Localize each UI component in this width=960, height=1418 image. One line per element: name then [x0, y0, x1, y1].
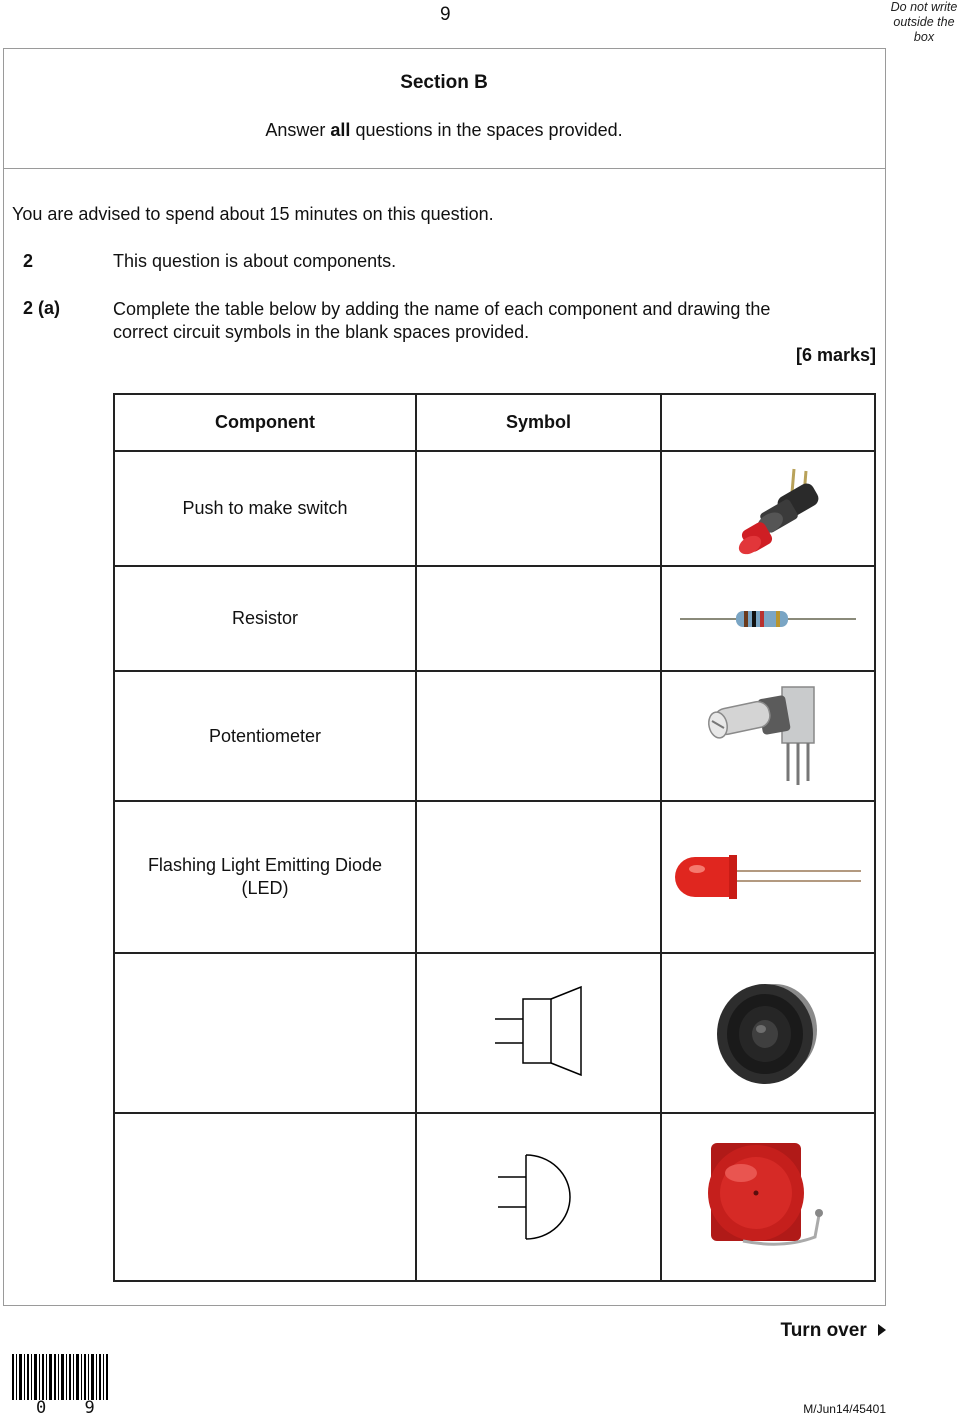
component-photo-cell: [661, 671, 875, 801]
bell-photo-icon: [703, 1137, 833, 1257]
component-name: Push to make switch: [182, 498, 348, 518]
component-name-cell[interactable]: [114, 671, 416, 801]
symbol-answer-cell[interactable]: [416, 566, 661, 671]
margin-note-line: outside the: [893, 15, 955, 29]
table-row: [114, 801, 875, 953]
table-header-row: [114, 394, 875, 451]
question-part-line: correct circuit symbols in the blank spaces provided.: [113, 322, 530, 342]
component-name-cell[interactable]: [114, 566, 416, 671]
component-name: Flashing Light Emitting Diode: [147, 855, 383, 875]
component-name-cell[interactable]: [114, 451, 416, 566]
component-name: Potentiometer: [208, 725, 322, 746]
barcode-digits: 0 9: [36, 1398, 109, 1418]
paper-reference: M/Jun14/45401: [803, 1402, 886, 1416]
symbol-answer-cell[interactable]: [416, 801, 661, 953]
turn-over: [781, 1320, 887, 1342]
component-photo-cell: [661, 953, 875, 1113]
symbol-answer-cell[interactable]: [416, 671, 661, 801]
instructions-bold: all: [330, 120, 351, 140]
component-table: [113, 393, 876, 1282]
component-name-cell[interactable]: [114, 1113, 416, 1281]
section-title: Section B: [400, 72, 488, 93]
triangle-right-icon: [878, 1320, 886, 1342]
table-row: [114, 953, 875, 1113]
column-header-symbol: Symbol: [416, 394, 661, 451]
table-row: [114, 671, 875, 801]
bell-symbol-icon: [494, 1151, 584, 1243]
question-number: 2: [23, 251, 34, 271]
component-photo-cell: [661, 801, 875, 953]
component-photo-cell: [661, 566, 875, 671]
question-part-line: Complete the table below by adding the name of each component and drawing the: [113, 299, 771, 319]
margin-note: [888, 0, 960, 45]
loudspeaker-symbol-icon: [489, 985, 589, 1081]
symbol-cell: [416, 1113, 661, 1281]
symbol-answer-cell[interactable]: [416, 451, 661, 566]
section-instructions: [0, 120, 888, 141]
resistor-photo-icon: [678, 604, 858, 634]
push-switch-photo-icon: [708, 459, 828, 559]
component-photo-cell: [661, 1113, 875, 1281]
column-header-photo: [661, 394, 875, 451]
component-name-cell[interactable]: [114, 801, 416, 953]
instructions-text: questions in the spaces provided.: [350, 120, 623, 140]
component-photo-cell: [661, 451, 875, 566]
symbol-cell: [416, 953, 661, 1113]
component-name-cell[interactable]: [114, 953, 416, 1113]
table-row: [114, 451, 875, 566]
question-part-text: [113, 298, 873, 344]
section-divider: [3, 168, 886, 169]
turn-over-label: Turn over: [780, 1320, 867, 1341]
loudspeaker-photo-icon: [713, 978, 823, 1088]
question-text: This question is about components.: [113, 251, 397, 271]
page-number: 9: [440, 4, 451, 25]
margin-note-line: box: [913, 30, 935, 44]
component-name-line2: (LED): [241, 878, 289, 898]
table-row: [114, 1113, 875, 1281]
column-header-component: Component: [114, 394, 416, 451]
question-part-number: 2 (a): [23, 298, 61, 318]
led-photo-icon: [673, 847, 863, 907]
time-advice: You are advised to spend about 15 minutes on this question.: [12, 204, 494, 224]
table-row: [114, 566, 875, 671]
barcode-icon: [12, 1354, 108, 1400]
margin-note-line: Do not write: [890, 0, 958, 14]
marks-label: [6 marks]: [795, 345, 876, 365]
instructions-text: Answer: [265, 120, 331, 140]
potentiometer-photo-icon: [698, 681, 838, 791]
component-name: Resistor: [231, 608, 298, 628]
